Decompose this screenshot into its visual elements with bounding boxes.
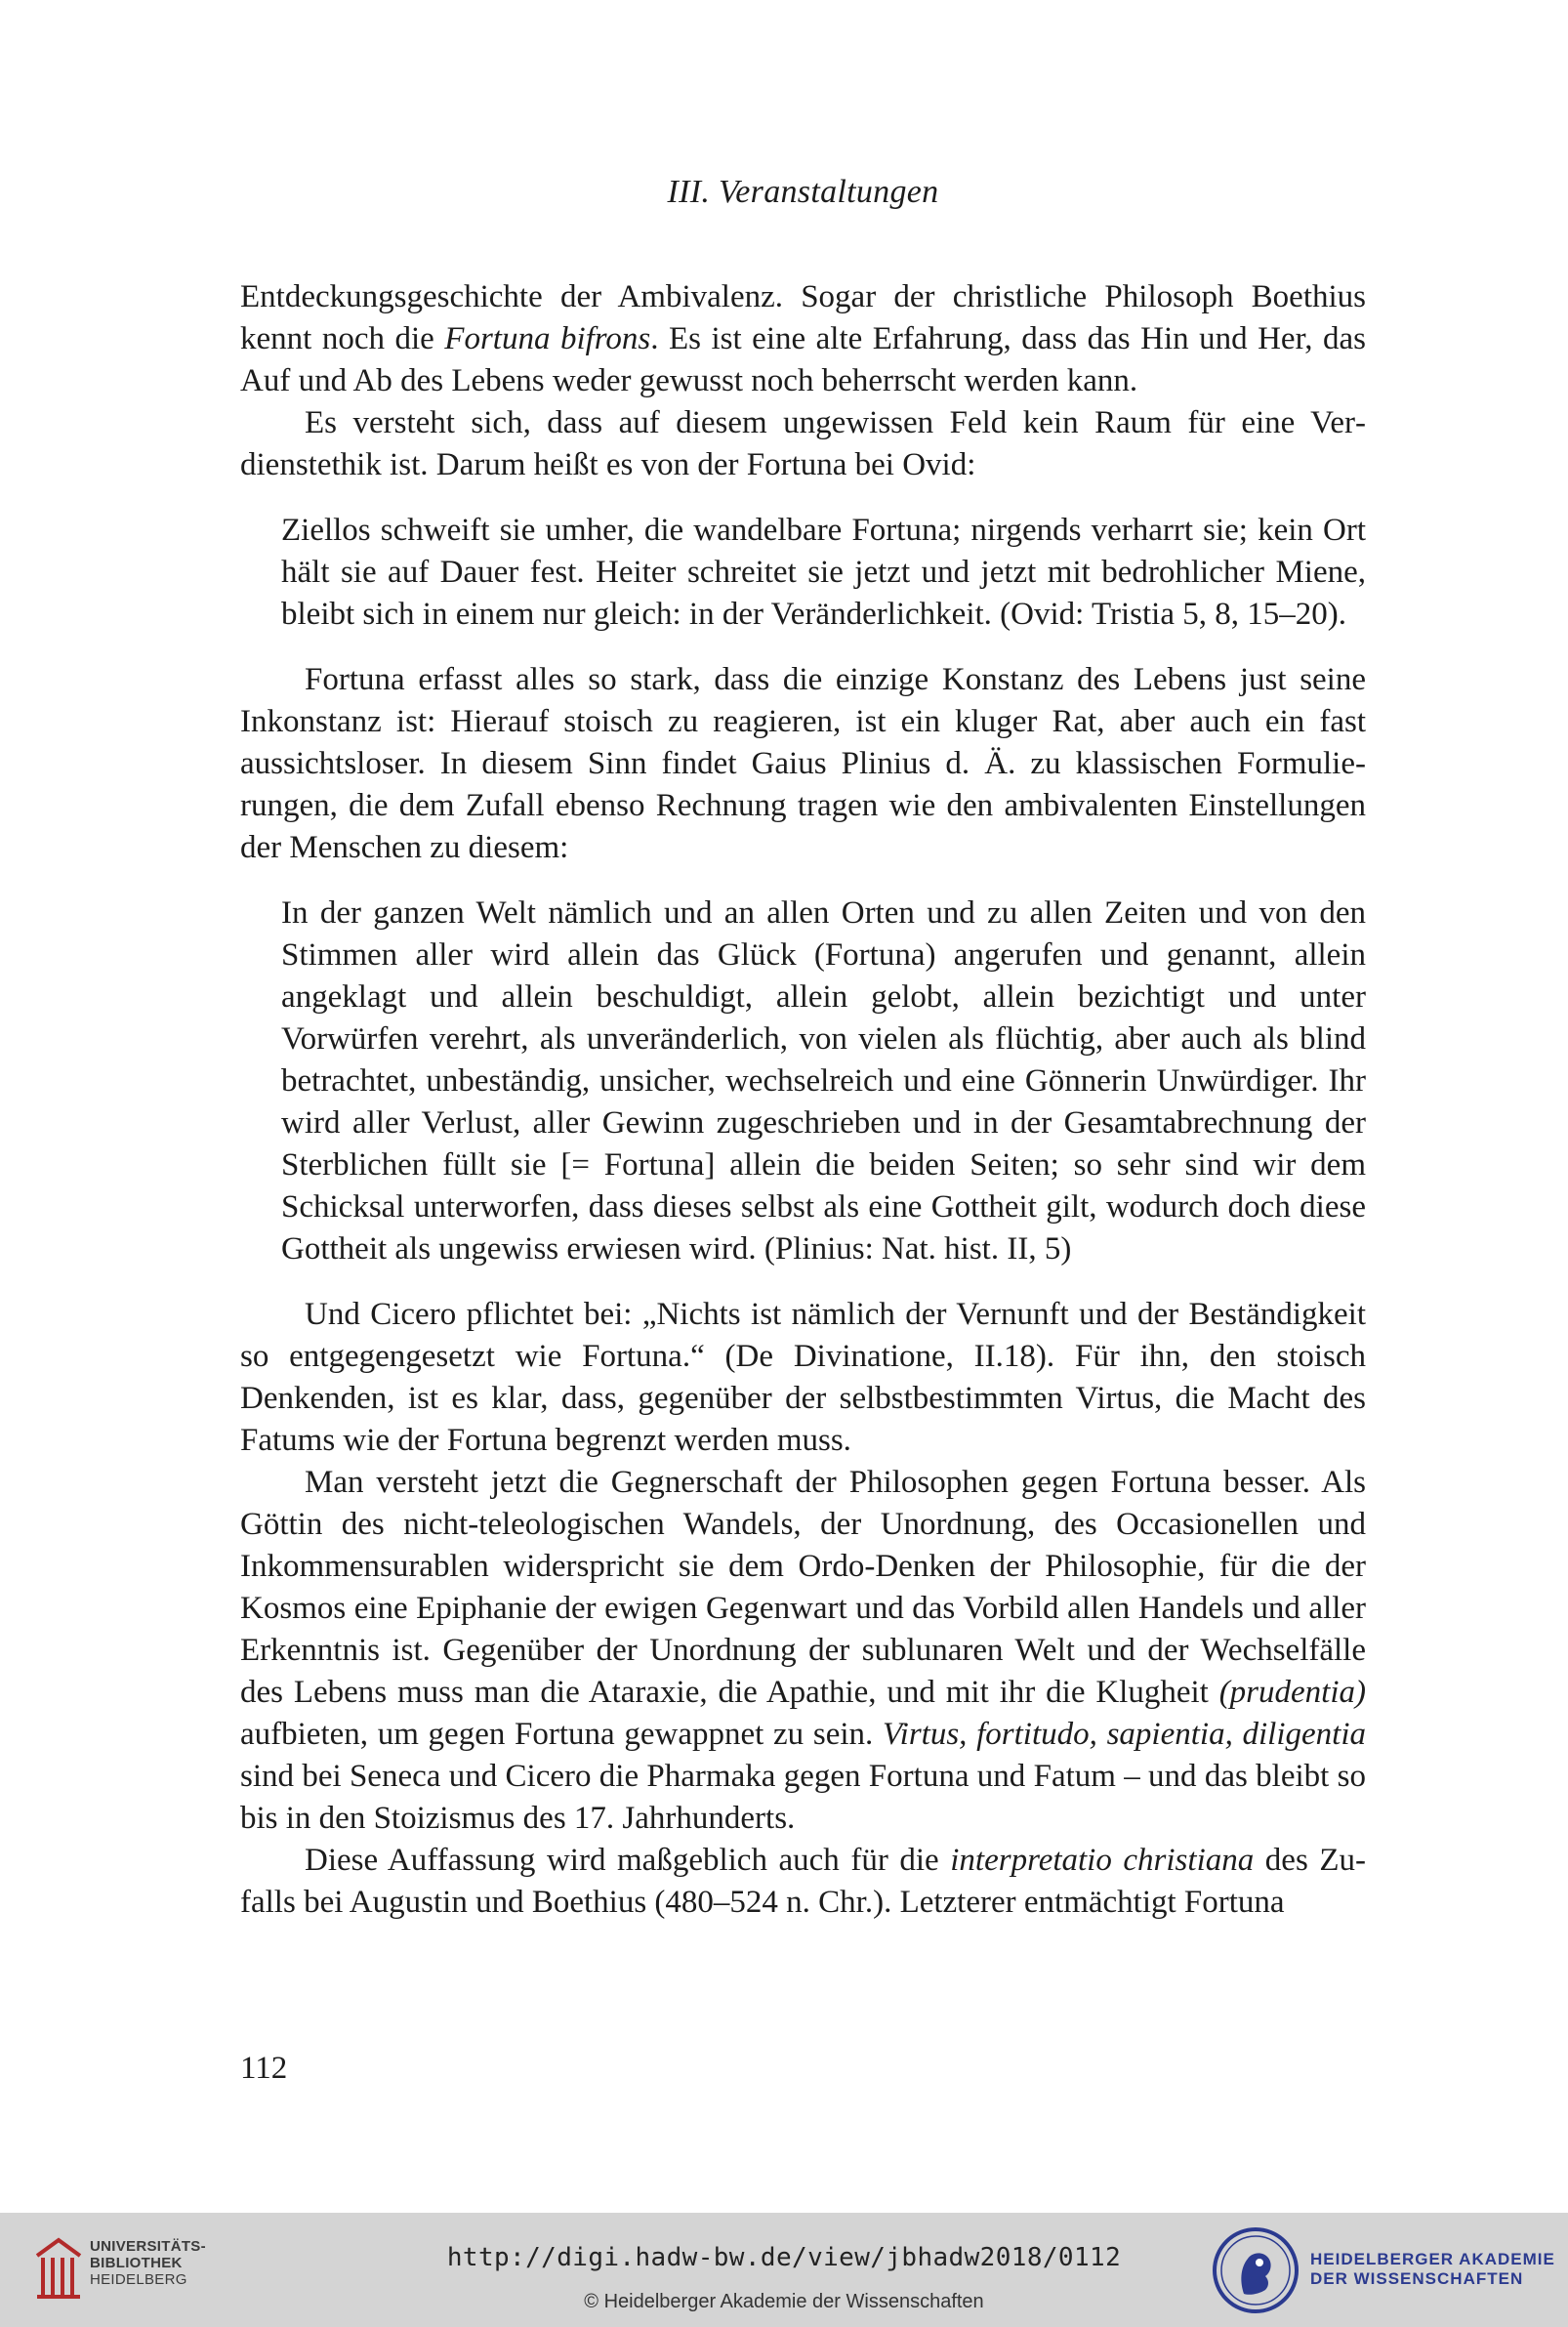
academy-name-line: HEIDELBERGER AKADEMIE [1310, 2250, 1555, 2268]
italic-text-run: Virtus, fortitudo, sapientia, diligentia [882, 1717, 1366, 1752]
running-head: III. Veranstaltungen [667, 174, 939, 210]
paragraph [240, 1462, 1366, 1840]
paragraph [240, 276, 1366, 402]
paragraph [240, 1840, 1366, 1924]
paragraph [240, 659, 1366, 869]
text-run: Diese Auffassung wird maßgeblich auch für die [305, 1843, 951, 1878]
italic-text-run: interpretatio christiana [950, 1843, 1255, 1878]
block-quote [281, 893, 1366, 1270]
academy-name [1310, 2250, 1555, 2289]
text-run: In der ganzen Welt nämlich und an allen Orten und zu allen Zeiten und von den Stimmen aller wird allein das Glück (Fortuna) angerufen und genannt, allein angeklagt und allein beschuldigt, allein gelobt, allein bezichtigt und unter Vorwürfen verehrt, als unveränderlich, von vielen als flüchtig, aber auch als blind betrachtet, unbeständig, unsicher, wechselreich und eine Gönnerin Unwürdiger. Ihr wird aller Verlust, aller Gewinn zugeschrieben und in der Gesamtabrechnung der Sterblichen füllt sie [= Fortuna] allein die beiden Seiten; so sehr sind wir dem Schicksal unterworfen, dass dieses selbst als eine Gottheit gilt, wodurch doch diese Gottheit als ungewiss erwiesen wird. (Plinius: Nat. hist. II, 5) [281, 895, 1366, 1267]
body-text [240, 276, 1366, 1924]
italic-text-run: Fortuna bifrons [444, 321, 651, 356]
text-run: Und Cicero pflichtet bei: „Nichts ist nämlich der Vernunft und der Beständigkeit so entgegengesetzt wie Fortuna.“ (De Divinatione, II.18). Für ihn, den stoisch Denkenden, ist es klar, dass, gegenüber der selbstbestimmten Virtus, die Macht des Fatums wie der Fortuna begrenzt werden muss. [240, 1297, 1366, 1458]
text-run: Fortuna erfasst alles so stark, dass die einzige Konstanz des Lebens just seine Inkonstanz ist: Hierauf stoisch zu reagieren, ist ein kluger Rat, aber auch ein fast aussichtsloser. In diesem Sinn findet Gaius Plinius d. Ä. zu klassischen Formulierungen, die dem Zufall ebenso Rechnung tragen wie den ambivalenten Einstellungen der Menschen zu diesem: [240, 662, 1366, 865]
text-run: Entdeckungsgeschichte der Ambivalenz. Sogar der christliche Philosoph Boethius kennt noch die [240, 279, 1366, 356]
library-name-line: BIBLIOTHEK [90, 2255, 183, 2271]
copyright-notice: © Heidelberger Akademie der Wissenschaften [584, 2291, 984, 2312]
text-run: des Zufalls bei Augustin und Boethius (480–524 n. Chr.). Letzterer entmächtigt Fortuna [240, 1843, 1367, 1920]
page-number: 112 [240, 2051, 288, 2086]
text-run: aufbieten, um gegen Fortuna gewappnet zu sein. [240, 1717, 883, 1752]
permalink-url[interactable]: http://digi.hadw-bw.de/view/jbhadw2018/0112 [446, 2243, 1122, 2272]
paragraph [240, 1294, 1366, 1462]
paragraph [240, 402, 1366, 486]
library-name-line: UNIVERSITÄTS- [90, 2238, 206, 2255]
text-run: Ziellos schweift sie umher, die wandelbare Fortuna; nirgends verharrt sie; kein Ort hält sie auf Dauer fest. Heiter schreitet sie jetzt und jetzt mit bedrohlicher Miene, bleibt sich in einem nur gleich: in der Veränderlichkeit. (Ovid: Tristia 5, 8, 15–20). [281, 513, 1366, 632]
italic-text-run: (prudentia) [1218, 1675, 1366, 1710]
academy-seal-icon[interactable] [1211, 2225, 1300, 2315]
text-run: Es versteht sich, dass auf diesem ungewissen Feld kein Raum für eine Verdienstethik ist. Darum heißt es von der Fortuna bei Ovid: [240, 405, 1366, 482]
text-run: . Es ist eine alte Erfahrung, dass das Hin und Her, das Auf und Ab des Lebens weder gewusst noch beherrscht werden kann. [240, 321, 1366, 398]
text-run: Man versteht jetzt die Gegnerschaft der Philosophen gegen Fortuna besser. Als Göttin des nicht-teleologischen Wandels, der Unordnung, des Occasionellen und Inkommensurablen widerspricht sie dem Ordo-Denken der Philosophie, für die der Kosmos eine Epiphanie der ewigen Gegenwart und das Vorbild allen Handels und aller Erkenntnis ist. Gegenüber der Unordnung der sublunaren Welt und der Wechselfälle des Lebens muss man die Ataraxie, die Apathie, und mit ihr die Klugheit [240, 1465, 1366, 1710]
academy-name-line: DER WISSENSCHAFTEN [1310, 2269, 1524, 2288]
text-run: sind bei Seneca und Cicero die Pharmaka gegen Fortuna und Fatum – und das bleibt so bis in den Stoizismus des 17. Jahrhunderts. [240, 1759, 1366, 1836]
library-name-line: HEIDELBERG [90, 2271, 187, 2288]
block-quote [281, 510, 1366, 636]
viewer-footer [0, 2213, 1568, 2327]
